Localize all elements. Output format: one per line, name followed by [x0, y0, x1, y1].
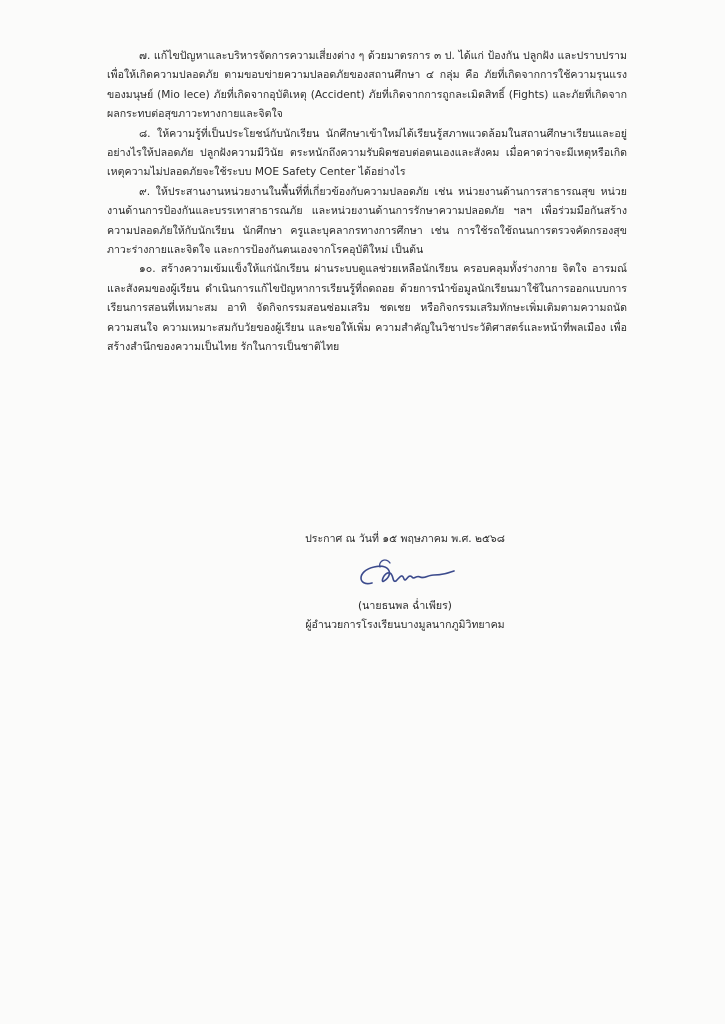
- declaration-date: ประกาศ ณ วันที่ ๑๕ พฤษภาคม พ.ศ. ๒๕๖๘: [305, 533, 505, 545]
- signatory-position: ผู้อำนวยการโรงเรียนบางมูลนากภูมิวิทยาคม: [305, 619, 505, 631]
- handwritten-signature: [350, 553, 460, 597]
- paragraph-8: ๘. ให้ความรู้ที่เป็นประโยชน์กับนักเรียน นักศึกษาเข้าใหม่ได้เรียนรู้สภาพแวดล้อมในสถานศึกษาเรียนและอยู่อย่างไรให้ปลอดภัย ปลูกฝังความมีวินัย ตระหนักถึงความรับผิดชอบต่อตนเองและสังคม เมื่อคาดว่าจะมีเหตุหรือเกิดเหตุความไม่ปลอดภัยจะใช้ระบบ MOE Safety Center ได้อย่างไร: [107, 127, 627, 179]
- signatory-name: (นายธนพล ฉ่ำเพียร): [358, 600, 452, 612]
- document-body: [107, 47, 627, 358]
- paragraph-9: ๙. ให้ประสานงานหน่วยงานในพื้นที่ที่เกี่ยวข้องกับความปลอดภัย เช่น หน่วยงานด้านการสาธารณสุข หน่วยงานด้านการป้องกันและบรรเทาสาธารณภัย และหน่วยงานด้านการรักษาความปลอดภัย ฯลฯ เพื่อร่วมมือกันสร้างความปลอดภัยให้กับนักเรียน นักศึกษา ครูและบุคลากรทางการศึกษา เช่น การใช้รถใช้ถนนการตรวจคัดกรองสุขภาวะร่างกายและจิตใจ และการป้องกันตนเองจากโรคอุบัติใหม่ เป็นต้น: [107, 185, 627, 257]
- paragraph-7: ๗. แก้ไขปัญหาและบริหารจัดการความเสี่ยงต่าง ๆ ด้วยมาตรการ ๓ ป. ได้แก่ ป้องกัน ปลูกฝัง และปราบปราม เพื่อให้เกิดความปลอดภัย ตามขอบข่ายความปลอดภัยของสถานศึกษา ๔ กลุ่ม คือ ภัยที่เกิดจากการใช้ความรุนแรงของมนุษย์ (Mio lece) ภัยที่เกิดจากอุบัติเหตุ (Accident) ภัยที่เกิดจากการถูกละเมิดสิทธิ์ (Fights) และภัยที่เกิดจากผลกระทบต่อสุขภาวะทางกายและจิตใจ: [107, 50, 627, 121]
- signature-block: [225, 530, 585, 635]
- paragraph-10: ๑๐. สร้างความเข้มแข็งให้แก่นักเรียน ผ่านระบบดูแลช่วยเหลือนักเรียน ครอบคลุมทั้งร่างกาย จิตใจ อารมณ์ และสังคมของผู้เรียน ดำเนินการแก้ไขปัญหาการเรียนรู้ที่ถดถอย ด้วยการนำข้อมูลนักเรียนมาใช้ในการออกแบบการเรียนการสอนที่เหมาะสม อาทิ จัดกิจกรรมสอนซ่อมเสริม ชดเชย หรือกิจกรรมเสริมทักษะเพิ่มเติมตามความถนัด ความสนใจ ความเหมาะสมกับวัยของผู้เรียน และขอให้เพิ่ม ความสำคัญในวิชาประวัติศาสตร์และหน้าที่พลเมือง เพื่อสร้างสำนึกของความเป็นไทย รักในการเป็นชาติไทย: [107, 263, 627, 354]
